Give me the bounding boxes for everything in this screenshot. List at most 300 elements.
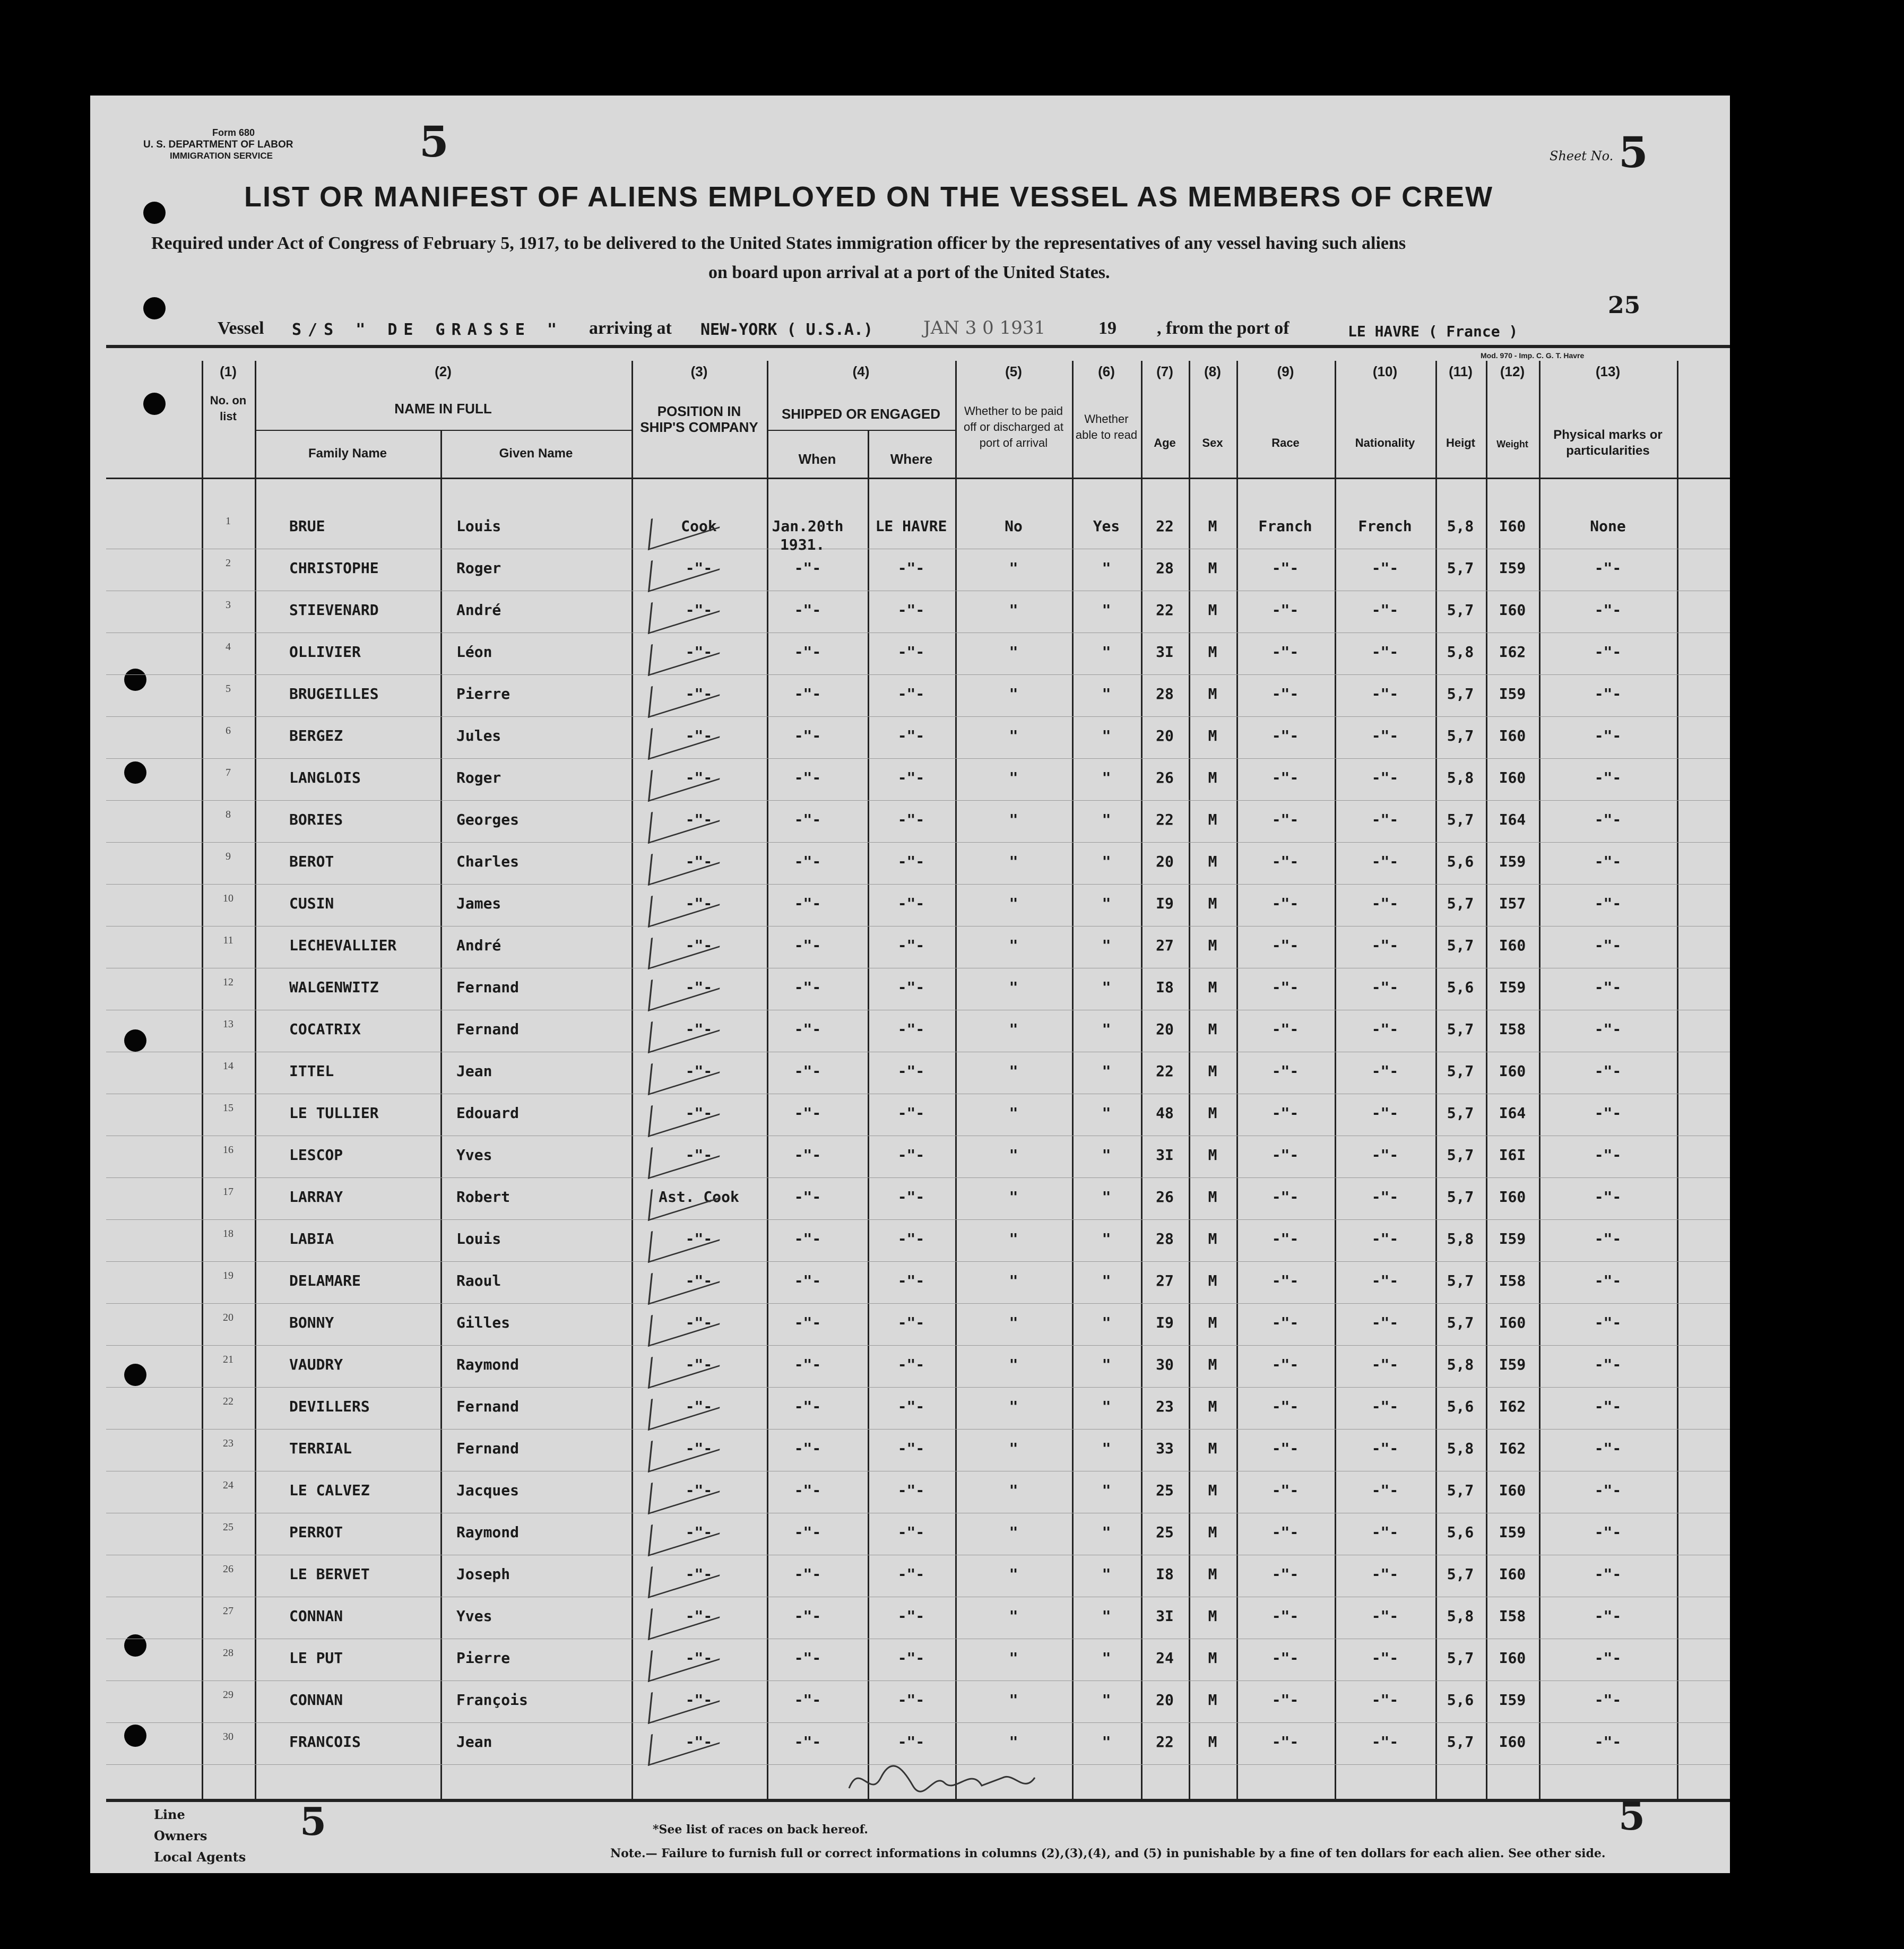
- height: 5,7: [1447, 685, 1474, 703]
- race: -"-: [1271, 1062, 1299, 1080]
- age: 20: [1156, 1020, 1174, 1038]
- height: 5,8: [1447, 1230, 1474, 1248]
- age: 20: [1156, 853, 1174, 870]
- race: -"-: [1271, 1440, 1299, 1457]
- sex: M: [1208, 978, 1217, 996]
- family-name: COCATRIX: [289, 1020, 361, 1038]
- sex: M: [1208, 1398, 1217, 1415]
- footer-right-mark: 5: [1619, 1794, 1646, 1839]
- paid-off: ": [1009, 643, 1018, 661]
- weight: I60: [1499, 1649, 1526, 1667]
- footer-line-label: Line: [154, 1807, 185, 1822]
- shipped-where: -"-: [897, 1691, 925, 1709]
- paid-off: ": [1009, 601, 1018, 619]
- family-name: LE PUT: [289, 1649, 343, 1667]
- able-to-read: ": [1102, 559, 1111, 577]
- position: -"-: [685, 1482, 713, 1499]
- shipped-where: LE HAVRE: [875, 517, 947, 535]
- col4-number: (4): [852, 363, 870, 379]
- paid-off: ": [1009, 769, 1018, 786]
- family-name: LARRAY: [289, 1188, 343, 1206]
- col13-number: (13): [1595, 363, 1621, 379]
- paid-off: ": [1009, 1649, 1018, 1667]
- row-number: 20: [223, 1312, 233, 1323]
- race: -"-: [1271, 1649, 1299, 1667]
- paid-off: ": [1009, 1523, 1018, 1541]
- height: 5,8: [1447, 1356, 1474, 1373]
- shipped-when: -"-: [794, 601, 821, 619]
- given-name: Fernand: [456, 1020, 520, 1038]
- race: -"-: [1271, 1523, 1299, 1541]
- physical-marks: -"-: [1594, 1356, 1622, 1373]
- col2-header: NAME IN FULL: [394, 401, 492, 417]
- given-name: Charles: [456, 853, 520, 870]
- physical-marks: -"-: [1594, 1020, 1622, 1038]
- nationality: -"-: [1371, 1440, 1399, 1457]
- able-to-read: ": [1102, 1482, 1111, 1499]
- age: I8: [1156, 978, 1174, 996]
- sex: M: [1208, 1440, 1217, 1457]
- vessel-name: S/S " DE GRASSE ": [292, 320, 564, 339]
- shipped-where: -"-: [897, 727, 925, 744]
- shipped-when: -"-: [794, 1482, 821, 1499]
- position: -"-: [685, 1272, 713, 1289]
- physical-marks: -"-: [1594, 1607, 1622, 1625]
- position: -"-: [685, 1062, 713, 1080]
- row-number: 16: [223, 1144, 233, 1156]
- given-name: Raymond: [456, 1523, 520, 1541]
- weight: I60: [1499, 1188, 1526, 1206]
- row-number: 15: [223, 1102, 233, 1114]
- given-name: Jules: [456, 727, 501, 744]
- given-name: Pierre: [456, 685, 510, 703]
- shipped-when: -"-: [794, 1691, 821, 1709]
- row-number: 9: [226, 851, 231, 862]
- col6-header: Whether able to read: [1075, 412, 1138, 441]
- family-name: DEVILLERS: [289, 1398, 370, 1415]
- paid-off: ": [1009, 1188, 1018, 1206]
- shipped-when: -"-: [794, 1146, 821, 1164]
- row-rule: [106, 1219, 1730, 1220]
- able-to-read: ": [1102, 1691, 1111, 1709]
- family-name: BERGEZ: [289, 727, 343, 744]
- sex: M: [1208, 1104, 1217, 1122]
- shipped-where: -"-: [897, 1565, 925, 1583]
- shipped-where: -"-: [897, 1188, 925, 1206]
- age: 28: [1156, 1230, 1174, 1248]
- nationality: -"-: [1371, 1314, 1399, 1331]
- race: -"-: [1271, 1607, 1299, 1625]
- row-rule: [106, 1345, 1730, 1346]
- height: 5,8: [1447, 1607, 1474, 1625]
- given-name: André: [456, 601, 501, 619]
- age: 24: [1156, 1649, 1174, 1667]
- sheet-label: Sheet No.: [1550, 149, 1614, 163]
- nationality: -"-: [1371, 811, 1399, 828]
- col2-given-header: Given Name: [499, 446, 573, 461]
- height: 5,7: [1447, 727, 1474, 744]
- age: 3I: [1156, 1146, 1174, 1164]
- department-name: U. S. DEPARTMENT OF LABOR: [143, 139, 293, 150]
- given-name: Jean: [456, 1733, 492, 1751]
- row-number: 5: [226, 683, 231, 695]
- nationality: -"-: [1371, 1649, 1399, 1667]
- row-rule: [106, 1429, 1730, 1430]
- age: 26: [1156, 769, 1174, 786]
- family-name: DELAMARE: [289, 1272, 361, 1289]
- col12-header: Weight: [1496, 439, 1528, 449]
- weight: I60: [1499, 769, 1526, 786]
- row-number: 12: [223, 976, 233, 988]
- col4-when-header: When: [798, 451, 836, 467]
- nationality: -"-: [1371, 1398, 1399, 1415]
- col3-header: POSITION IN SHIP'S COMPANY: [640, 403, 758, 435]
- height: 5,7: [1447, 937, 1474, 954]
- date-stamp: JAN 3 0 1931: [923, 317, 1046, 339]
- count-mark: 25: [1608, 292, 1641, 319]
- sex: M: [1208, 895, 1217, 912]
- sex: M: [1208, 1565, 1217, 1583]
- age: 20: [1156, 1691, 1174, 1709]
- shipped-when: -"-: [794, 1565, 821, 1583]
- punch-hole: [124, 1029, 146, 1052]
- shipped-when: -"-: [794, 937, 821, 954]
- age: 28: [1156, 559, 1174, 577]
- able-to-read: ": [1102, 1565, 1111, 1583]
- sex: M: [1208, 643, 1217, 661]
- given-name: Jacques: [456, 1482, 520, 1499]
- race: -"-: [1271, 559, 1299, 577]
- physical-marks: -"-: [1594, 1230, 1622, 1248]
- sex: M: [1208, 1523, 1217, 1541]
- age: I9: [1156, 1314, 1174, 1331]
- physical-marks: -"-: [1594, 1188, 1622, 1206]
- row-number: 24: [223, 1479, 233, 1491]
- row-number: 30: [223, 1731, 233, 1743]
- height: 5,7: [1447, 1565, 1474, 1583]
- height: 5,7: [1447, 1188, 1474, 1206]
- position: -"-: [685, 1733, 713, 1751]
- weight: I59: [1499, 559, 1526, 577]
- paid-off: ": [1009, 727, 1018, 744]
- age: 25: [1156, 1523, 1174, 1541]
- given-name: Yves: [456, 1146, 492, 1164]
- able-to-read: ": [1102, 853, 1111, 870]
- nationality: French: [1358, 517, 1412, 535]
- row-number: 11: [223, 934, 233, 946]
- family-name: STIEVENARD: [289, 601, 379, 619]
- row-rule: [106, 884, 1730, 885]
- position: -"-: [685, 1440, 713, 1457]
- punch-hole: [143, 393, 166, 415]
- shipped-where: -"-: [897, 1356, 925, 1373]
- shipped-where: -"-: [897, 1607, 925, 1625]
- weight: I60: [1499, 601, 1526, 619]
- paid-off: ": [1009, 1482, 1018, 1499]
- shipped-when: -"-: [794, 559, 821, 577]
- height: 5,6: [1447, 1398, 1474, 1415]
- col9-number: (9): [1277, 363, 1294, 379]
- punch-hole: [143, 297, 166, 319]
- shipped-when: -"-: [794, 1607, 821, 1625]
- position: -"-: [685, 811, 713, 828]
- race: -"-: [1271, 685, 1299, 703]
- weight: I62: [1499, 1440, 1526, 1457]
- shipped-where: -"-: [897, 1272, 925, 1289]
- family-name: BRUGEILLES: [289, 685, 379, 703]
- shipped-where: -"-: [897, 895, 925, 912]
- height: 5,7: [1447, 559, 1474, 577]
- shipped-where: -"-: [897, 643, 925, 661]
- paid-off: No: [1005, 517, 1023, 535]
- row-rule: [106, 1261, 1730, 1262]
- col6-number: (6): [1098, 363, 1115, 379]
- shipped-where: -"-: [897, 1523, 925, 1541]
- physical-marks: -"-: [1594, 1146, 1622, 1164]
- age: 22: [1156, 811, 1174, 828]
- paid-off: ": [1009, 1607, 1018, 1625]
- row-number: 7: [226, 767, 231, 778]
- given-name: Raoul: [456, 1272, 501, 1289]
- nationality: -"-: [1371, 1188, 1399, 1206]
- col-divider: [202, 361, 203, 1799]
- height: 5,6: [1447, 853, 1474, 870]
- shipped-where: -"-: [897, 601, 925, 619]
- able-to-read: ": [1102, 685, 1111, 703]
- family-name: LANGLOIS: [289, 769, 361, 786]
- family-name: LE CALVEZ: [289, 1482, 370, 1499]
- nationality: -"-: [1371, 1104, 1399, 1122]
- subtitle-line-1: Required under Act of Congress of February 5, 1917, to be delivered to the United States immigration officer by the representatives of any vessel having such aliens: [151, 233, 1406, 253]
- weight: I62: [1499, 643, 1526, 661]
- height: 5,7: [1447, 1649, 1474, 1667]
- weight: I60: [1499, 517, 1526, 535]
- physical-marks: -"-: [1594, 1440, 1622, 1457]
- page-title: LIST OR MANIFEST OF ALIENS EMPLOYED ON THE VESSEL AS MEMBERS OF CREW: [244, 181, 1494, 213]
- physical-marks: -"-: [1594, 811, 1622, 828]
- arriving-label: arriving at: [589, 318, 672, 338]
- physical-marks: -"-: [1594, 1104, 1622, 1122]
- physical-marks: -"-: [1594, 1482, 1622, 1499]
- height: 5,8: [1447, 769, 1474, 786]
- punch-hole: [124, 761, 146, 784]
- weight: I59: [1499, 685, 1526, 703]
- height: 5,7: [1447, 1062, 1474, 1080]
- nationality: -"-: [1371, 1356, 1399, 1373]
- able-to-read: ": [1102, 1440, 1111, 1457]
- sex: M: [1208, 1188, 1217, 1206]
- age: 48: [1156, 1104, 1174, 1122]
- paid-off: ": [1009, 978, 1018, 996]
- height: 5,8: [1447, 1440, 1474, 1457]
- race: -"-: [1271, 1230, 1299, 1248]
- able-to-read: ": [1102, 811, 1111, 828]
- weight: I62: [1499, 1398, 1526, 1415]
- race: -"-: [1271, 937, 1299, 954]
- shipped-when: -"-: [794, 1020, 821, 1038]
- shipped-where: -"-: [897, 1440, 925, 1457]
- paid-off: ": [1009, 1020, 1018, 1038]
- family-name: CUSIN: [289, 895, 334, 912]
- weight: I60: [1499, 1565, 1526, 1583]
- given-name: Joseph: [456, 1565, 510, 1583]
- sex: M: [1208, 1020, 1217, 1038]
- shipped-when: -"-: [794, 1398, 821, 1415]
- printer-note: Mod. 970 - Imp. C. G. T. Havre: [1481, 351, 1585, 360]
- age: 22: [1156, 1062, 1174, 1080]
- shipped-when: -"-: [794, 643, 821, 661]
- paid-off: ": [1009, 1314, 1018, 1331]
- able-to-read: ": [1102, 1146, 1111, 1164]
- shipped-when: -"-: [794, 769, 821, 786]
- row-number: 26: [223, 1563, 233, 1575]
- able-to-read: ": [1102, 1272, 1111, 1289]
- shipped-where: -"-: [897, 811, 925, 828]
- race: -"-: [1271, 1482, 1299, 1499]
- age: 20: [1156, 727, 1174, 744]
- row-number: 1: [226, 515, 231, 527]
- position: -"-: [685, 1607, 713, 1625]
- sex: M: [1208, 937, 1217, 954]
- physical-marks: -"-: [1594, 1272, 1622, 1289]
- col4-header: SHIPPED OR ENGAGED: [781, 406, 941, 422]
- race: -"-: [1271, 643, 1299, 661]
- race: Franch: [1258, 517, 1312, 535]
- height: 5,6: [1447, 1691, 1474, 1709]
- age: 27: [1156, 1272, 1174, 1289]
- footer-agents-label: Local Agents: [154, 1849, 246, 1865]
- race: -"-: [1271, 1272, 1299, 1289]
- physical-marks: -"-: [1594, 559, 1622, 577]
- col5-header: Whether to be paid off or discharged at port of arrival: [964, 404, 1063, 449]
- weight: I60: [1499, 1733, 1526, 1751]
- physical-marks: None: [1590, 517, 1626, 535]
- row-number: 27: [223, 1605, 233, 1617]
- paid-off: ": [1009, 1691, 1018, 1709]
- given-name: André: [456, 937, 501, 954]
- physical-marks: -"-: [1594, 643, 1622, 661]
- position: -"-: [685, 1691, 713, 1709]
- nationality: -"-: [1371, 1272, 1399, 1289]
- row-number: 17: [223, 1186, 233, 1198]
- col4-where-header: Where: [890, 451, 933, 467]
- weight: I59: [1499, 853, 1526, 870]
- paid-off: ": [1009, 685, 1018, 703]
- races-note: *See list of races on back hereof.: [653, 1823, 868, 1837]
- col-divider: [440, 430, 442, 1799]
- age: I8: [1156, 1565, 1174, 1583]
- physical-marks: -"-: [1594, 1691, 1622, 1709]
- sex: M: [1208, 1649, 1217, 1667]
- able-to-read: ": [1102, 1398, 1111, 1415]
- row-rule: [106, 800, 1730, 801]
- sex: M: [1208, 1314, 1217, 1331]
- shipped-when: -"-: [794, 1356, 821, 1373]
- paid-off: ": [1009, 1565, 1018, 1583]
- able-to-read: ": [1102, 937, 1111, 954]
- weight: I59: [1499, 1523, 1526, 1541]
- col11-header: Heigt: [1446, 436, 1475, 449]
- weight: I60: [1499, 1062, 1526, 1080]
- shipped-when: -"-: [794, 1649, 821, 1667]
- race: -"-: [1271, 853, 1299, 870]
- penalty-note: Note.— Failure to furnish full or correct informations in columns (2),(3),(4), and (5) in punishable by a fine of ten dollars for each alien. See other side.: [610, 1847, 1606, 1860]
- nationality: -"-: [1371, 769, 1399, 786]
- row-number: 4: [226, 641, 231, 653]
- punch-hole: [124, 669, 146, 691]
- given-name: Georges: [456, 811, 520, 828]
- sex: M: [1208, 1272, 1217, 1289]
- physical-marks: -"-: [1594, 937, 1622, 954]
- row-rule: [106, 674, 1730, 675]
- given-name: Jean: [456, 1062, 492, 1080]
- age: 26: [1156, 1188, 1174, 1206]
- family-name: BONNY: [289, 1314, 334, 1331]
- family-name: FRANCOIS: [289, 1733, 361, 1751]
- nationality: -"-: [1371, 1565, 1399, 1583]
- shipped-when: -"-: [794, 895, 821, 912]
- col9-header: Race: [1271, 436, 1300, 449]
- position: -"-: [685, 978, 713, 996]
- shipped-when: -"-: [794, 1523, 821, 1541]
- weight: I64: [1499, 1104, 1526, 1122]
- punch-hole: [124, 1725, 146, 1747]
- arriving-port: NEW-YORK ( U.S.A.): [700, 320, 873, 339]
- age: 33: [1156, 1440, 1174, 1457]
- col1-number: (1): [220, 363, 237, 379]
- paid-off: ": [1009, 1440, 1018, 1457]
- physical-marks: -"-: [1594, 1398, 1622, 1415]
- weight: I58: [1499, 1020, 1526, 1038]
- nationality: -"-: [1371, 1691, 1399, 1709]
- sex: M: [1208, 685, 1217, 703]
- footer-left-mark: 5: [300, 1799, 327, 1844]
- height: 5,7: [1447, 1272, 1474, 1289]
- from-port: LE HAVRE ( France ): [1348, 323, 1518, 340]
- sex: M: [1208, 727, 1217, 744]
- header-bottom-rule: [106, 478, 1730, 479]
- shipped-when: Jan.20th: [772, 517, 844, 535]
- shipped-where: -"-: [897, 1020, 925, 1038]
- able-to-read: ": [1102, 1230, 1111, 1248]
- height: 5,6: [1447, 1523, 1474, 1541]
- sex: M: [1208, 1062, 1217, 1080]
- paid-off: ": [1009, 1230, 1018, 1248]
- shipped-when: -"-: [794, 853, 821, 870]
- given-name: Roger: [456, 559, 501, 577]
- physical-marks: -"-: [1594, 1523, 1622, 1541]
- physical-marks: -"-: [1594, 1565, 1622, 1583]
- shipped-when: -"-: [794, 727, 821, 744]
- family-name: TERRIAL: [289, 1440, 352, 1457]
- weight: I59: [1499, 1691, 1526, 1709]
- row-number: 2: [226, 557, 231, 569]
- col13-header: Physical marks or particularities: [1553, 428, 1663, 458]
- nationality: -"-: [1371, 727, 1399, 744]
- race: -"-: [1271, 1398, 1299, 1415]
- paid-off: ": [1009, 1356, 1018, 1373]
- paid-off: ": [1009, 1272, 1018, 1289]
- age: 22: [1156, 1733, 1174, 1751]
- able-to-read: ": [1102, 1062, 1111, 1080]
- position: -"-: [685, 685, 713, 703]
- age: I9: [1156, 895, 1174, 912]
- nationality: -"-: [1371, 1146, 1399, 1164]
- given-name: Edouard: [456, 1104, 520, 1122]
- physical-marks: -"-: [1594, 727, 1622, 744]
- col2-number: (2): [435, 363, 452, 379]
- weight: I6I: [1499, 1146, 1526, 1164]
